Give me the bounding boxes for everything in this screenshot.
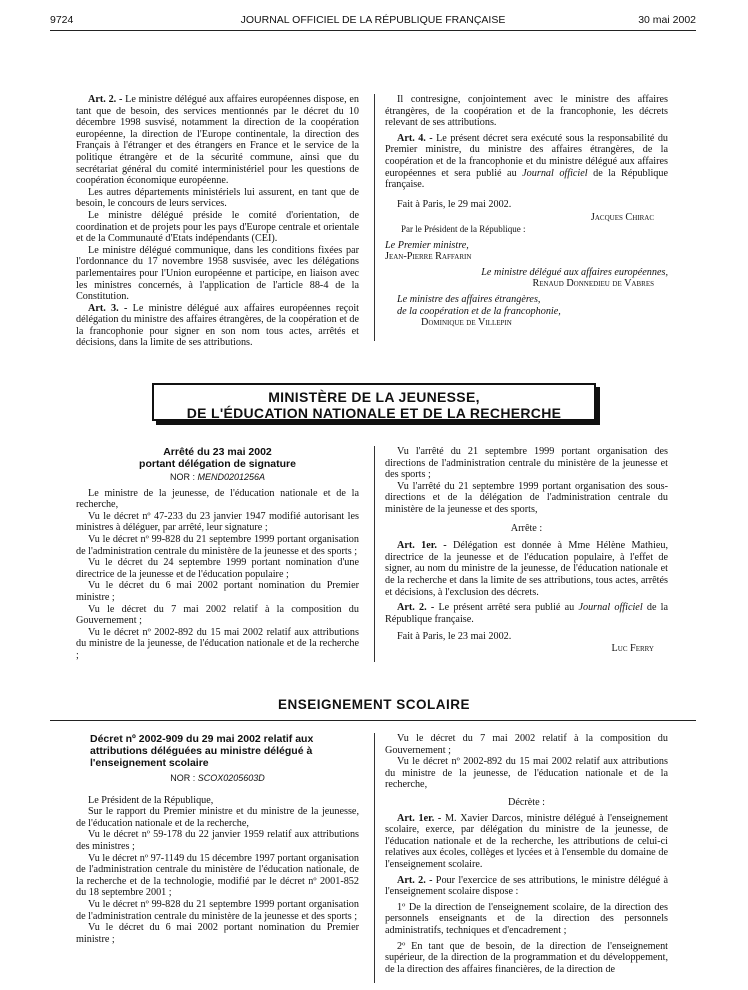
arrete-visas-right bbox=[385, 446, 668, 516]
arrete-left-column bbox=[76, 446, 359, 662]
visa-paragraph: Vu le décret nº 99-828 du 21 septembre 1999 portant organisation de l'administration centrale du ministère de la jeunesse et des sports ; bbox=[76, 533, 359, 557]
decret-nor: NOR : SCOX0205603D bbox=[170, 773, 265, 783]
paragraph: Le ministre délégué préside le comité d'orientation, de coordination et de projets pour les pays d'Europe centrale et orientale et de la Communauté d'Etats indépendants (CEI). bbox=[76, 209, 359, 245]
foreign-minister-title-2: de la coopération et de la francophonie, bbox=[397, 305, 561, 317]
place-date: Fait à Paris, le 29 mai 2002. bbox=[397, 198, 512, 210]
visa-paragraph: Vu le décret du 24 septembre 1999 portant nomination d'une directrice de la jeunesse et de l'éducation populaire ; bbox=[76, 557, 359, 580]
signature-minister: Luc Ferry bbox=[611, 642, 654, 654]
section-title: ENSEIGNEMENT SCOLAIRE bbox=[277, 697, 471, 712]
visa-paragraph: Vu le décret du 6 mai 2002 portant nomination du Premier ministre ; bbox=[76, 922, 359, 945]
decret-visas-left bbox=[76, 795, 359, 946]
decrete-word: Décrète : bbox=[507, 796, 546, 808]
article-2: Art. 2. - Le ministre délégué aux affaires européennes dispose, en tant que de besoin, des services mentionnés par le décret du 10 décembre 1998 susvisé, notamment la direction de la coopération européenne, la direction de l'Europe continentale, la direction des Français à l'étranger et des étrangers en France et le service de la politique étrangère et de la sécurité commune, ainsi que du secrétariat général du comité interministériel pour les questions de coopération économique européenne. bbox=[76, 94, 360, 187]
ministry-heading bbox=[152, 383, 596, 421]
decret-visas-right bbox=[385, 733, 668, 791]
pm-title: Le Premier ministre, bbox=[385, 239, 469, 251]
page-number: 9724 bbox=[50, 14, 74, 26]
arrete-article-1: Art. 1er. - Délégation est donnée à Mme Hélène Mathieu, directrice de la jeunesse et de l'éducation populaire, à l'effet de signer, au nom du ministre de la jeunesse, de l'éducation nationale et de la recherche et dans la limite de ses attributions, tous actes, arrêtés et décisions, à l'exclusion des décrets. bbox=[385, 540, 668, 598]
visa-paragraph: Le Président de la République, bbox=[88, 794, 214, 806]
visa-paragraph: Sur le rapport du Premier ministre et du ministre de la jeunesse, de l'éducation nationale et de la recherche, bbox=[76, 806, 359, 829]
arrete-article-2: Art. 2. - Le présent arrêté sera publié au Journal officiel de la République française. bbox=[385, 602, 669, 625]
visa-paragraph: Vu l'arrêté du 21 septembre 1999 portant organisation des sous-directions et de la délégation de l'administration centrale du ministère de la jeunesse et des sports, bbox=[385, 480, 668, 515]
visa-paragraph: Vu l'arrêté du 21 septembre 1999 portant organisation des directions de l'administration centrale du ministère de la jeunesse et des sports ; bbox=[385, 446, 668, 481]
paragraph: Le ministre délégué communique, dans les conditions fixées par l'ordonnance du 17 novembre 1958 susvisée, avec les délégations parlementaires pour l'Union européenne et participe, en liaison avec les ministres concernés, à l'application de l'article 88-4 de la Constitution. bbox=[76, 244, 359, 303]
running-header bbox=[50, 14, 696, 28]
article-3: Art. 3. - Le ministre délégué aux affaires européennes reçoit délégation du ministre des affaires étrangères, de la coopération et de la francophonie pour signer en son nom tous actes, arrêtés et décisions, dans la limite de ses attributions. bbox=[76, 302, 360, 349]
decret-title: Décret nº 2002-909 du 29 mai 2002 relatif aux attributions déléguées au ministre délégué à l'enseignement scolaire bbox=[90, 733, 314, 769]
decret-item-2: 2º En tant que de besoin, de la direction de l'enseignement supérieur, de la direction de la programmation et du développement, de la direction des affaires financières, de la direction de bbox=[385, 940, 668, 975]
header-rule bbox=[50, 30, 696, 31]
countersign-intro: Par le Président de la République : bbox=[401, 223, 526, 234]
visa-paragraph: Vu le décret du 7 mai 2002 relatif à la composition du Gouvernement ; bbox=[385, 733, 668, 756]
decret-left-column bbox=[76, 733, 359, 945]
article-4: Art. 4. - Le présent décret sera exécuté sous la responsabilité du Premier ministre, du ministre des affaires étrangères, de la coopération et de la francophonie et du ministre délégué aux affaires européennes et sera publié au Journal officiel de la République française. bbox=[385, 132, 669, 191]
visa-paragraph: Vu le décret nº 99-828 du 21 septembre 1999 portant organisation de l'administration centrale du ministère de la jeunesse et des sports ; bbox=[76, 898, 359, 922]
top-right-column bbox=[385, 94, 668, 329]
arrete-nor: NOR : MEND0201256A bbox=[169, 472, 266, 482]
decret-article-1: Art. 1er. - M. Xavier Darcos, ministre délégué à l'enseignement scolaire, exerce, par délégation du ministre de la jeunesse, de l'éducation nationale et de la recherche, les attributions de celui-ci relatives aux écoles, collèges et lycées et à l'ensemble du domaine de l'enseignement scolaire. bbox=[385, 812, 668, 870]
top-left-column bbox=[76, 94, 359, 349]
decret-article-2: Art. 2. - Pour l'exercice de ses attributions, le ministre délégué à l'enseignement scolaire dispose : bbox=[385, 874, 669, 898]
visa-paragraph: Vu le décret du 6 mai 2002 portant nomination du Premier ministre ; bbox=[76, 580, 359, 603]
decret-right-column bbox=[385, 733, 668, 975]
place-date: Fait à Paris, le 23 mai 2002. bbox=[397, 631, 512, 643]
column-divider bbox=[374, 733, 375, 983]
ministry-heading-line-1: MINISTÈRE DE LA JEUNESSE, bbox=[268, 389, 480, 405]
visa-paragraph: Le ministre de la jeunesse, de l'éducation nationale et de la recherche, bbox=[76, 487, 359, 511]
journal-title: JOURNAL OFFICIEL DE LA RÉPUBLIQUE FRANÇAISE bbox=[240, 14, 506, 26]
visa-paragraph: Vu le décret nº 2002-892 du 15 mai 2002 relatif aux attributions du ministre de la jeunesse, de l'éducation nationale et de la recherche, bbox=[385, 756, 668, 791]
arrete-word: Arrête : bbox=[510, 522, 543, 534]
column-divider bbox=[374, 446, 375, 662]
minister-delegate-name: Renaud Donnedieu de Vabres bbox=[532, 278, 654, 290]
arrete-right-column bbox=[385, 446, 668, 655]
minister-delegate-title: Le ministre délégué aux affaires européennes, bbox=[481, 266, 668, 278]
section-rule bbox=[50, 720, 696, 721]
visa-paragraph: Vu le décret nº 47-233 du 23 janvier 1947 modifié autorisant les ministres à déléguer, par arrêté, leur signature ; bbox=[76, 510, 359, 534]
decret-item-1: 1º De la direction de l'enseignement scolaire, de la direction des personnels enseignants et de la direction des personnels administratifs, techniques et d'encadrement ; bbox=[385, 901, 668, 936]
column-divider bbox=[374, 94, 375, 341]
pm-name: Jean-Pierre Raffarin bbox=[385, 251, 472, 263]
issue-date: 30 mai 2002 bbox=[638, 14, 696, 26]
visa-paragraph: Vu le décret nº 59-178 du 22 janvier 1959 relatif aux attributions des ministres ; bbox=[76, 829, 359, 852]
paragraph: Il contresigne, conjointement avec le ministre des affaires étrangères, de la coopération et de la francophonie, les décrets relevant de ses attributions. bbox=[385, 94, 668, 129]
visa-paragraph: Vu le décret du 7 mai 2002 relatif à la composition du Gouvernement ; bbox=[76, 603, 359, 627]
foreign-minister-name: Dominique de Villepin bbox=[421, 317, 512, 329]
signature-president: Jacques Chirac bbox=[590, 212, 654, 224]
paragraph: Les autres départements ministériels lui assurent, en tant que de besoin, le concours de leurs services. bbox=[76, 186, 359, 210]
ministry-heading-line-2: DE L'ÉDUCATION NATIONALE ET DE LA RECHERCHE bbox=[186, 405, 562, 421]
visa-paragraph: Vu le décret nº 97-1149 du 15 décembre 1997 portant organisation de l'administration centrale du ministère de l'éducation nationale, de la recherche et de la technologie, modifié par le décret nº 2001-852 du 18 septembre 2001 ; bbox=[76, 852, 359, 899]
arrete-visas-left bbox=[76, 488, 359, 662]
visa-paragraph: Vu le décret nº 2002-892 du 15 mai 2002 relatif aux attributions du ministre de la jeunesse, de l'éducation nationale et de la recherche ; bbox=[76, 626, 359, 661]
foreign-minister-title: Le ministre des affaires étrangères, bbox=[397, 293, 541, 305]
arrete-title: Arrêté du 23 mai 2002 portant délégation de signature bbox=[139, 446, 296, 470]
